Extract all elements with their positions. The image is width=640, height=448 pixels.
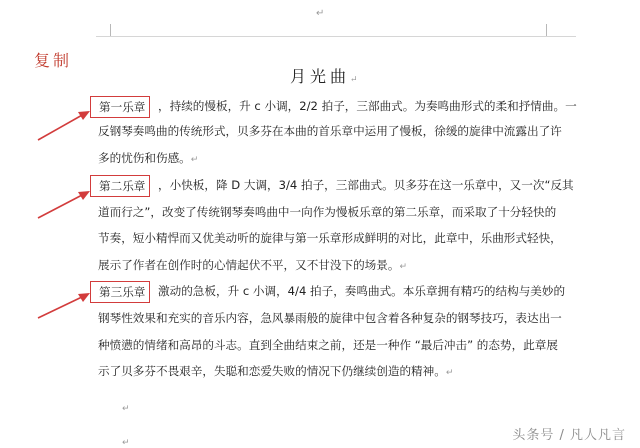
chapter-label: 第一乐章 <box>99 100 146 114</box>
chapter-highlight-box <box>90 175 150 197</box>
paragraph-line[interactable] <box>98 363 453 381</box>
copy-annotation-label: 复制 <box>34 51 73 70</box>
paragraph-line[interactable]: ，小快板，降 D 大调，3/4 拍子，三部曲式。贝多芬在这一乐章中，又一次“反其 <box>158 178 574 192</box>
paragraph-mark: ↵ <box>399 262 407 272</box>
annotation-arrow <box>34 184 94 224</box>
paragraph-mark: ↵ <box>190 155 199 165</box>
line-text: 展示了作者在创作时的心情起伏不平，又不甘没下的场景。 <box>98 258 400 272</box>
paragraph-mark: ↵ <box>445 368 454 378</box>
annotation-arrow <box>34 286 94 326</box>
paragraph-mark: ↵ <box>122 438 130 448</box>
paragraph-mark: ↵ <box>350 75 362 85</box>
chapter-label: 第二乐章 <box>99 179 146 193</box>
title-text: 月光曲 <box>290 67 351 86</box>
paragraph-line[interactable] <box>98 257 407 275</box>
chapter-highlight-box <box>90 281 150 303</box>
line-text: 多的忧伤和伤感。 <box>98 151 191 165</box>
paragraph-line[interactable]: 种愤懑的情绪和高昂的斗志。直到全曲结束之前，还是一种作 “最后冲击” 的态势，此章展 <box>98 338 558 352</box>
paragraph-line[interactable]: 反钢琴奏鸣曲的传统形式，贝多芬在本曲的首乐章中运用了慢板，徐缓的旋律中流露出了许 <box>98 124 562 138</box>
chapter-label: 第三乐章 <box>99 285 146 299</box>
paragraph-line[interactable] <box>98 150 198 168</box>
line-text: 示了贝多芬不畏艰辛，失聪和恋爱失败的情况下仍继续创造的精神。 <box>98 364 446 378</box>
document-title[interactable] <box>290 64 362 87</box>
paragraph-mark: ↵ <box>316 8 325 19</box>
source-watermark: 头条号 / 凡人凡言 <box>512 428 626 443</box>
paragraph-mark: ↵ <box>122 404 130 414</box>
paragraph-line[interactable]: 道而行之”，改变了传统钢琴奏鸣曲中一向作为慢板乐章的第二乐章，而采取了十分轻快的 <box>98 205 557 219</box>
annotation-arrow <box>34 104 94 144</box>
paragraph-line[interactable]: 节奏，短小精悍而又优美动听的旋律与第一乐章形成鲜明的对比，此章中，乐曲形式轻快， <box>98 231 562 245</box>
paragraph-line[interactable]: 激动的急板，升 c 小调，4/4 拍子，奏鸣曲式。本乐章拥有精巧的结构与美妙的 <box>158 284 566 298</box>
paragraph-line[interactable]: ，持续的慢板，升 c 小调，2/2 拍子，三部曲式。为奏鸣曲形式的柔和抒情曲。一 <box>158 99 577 113</box>
page-header-line <box>96 36 576 37</box>
paragraph-line[interactable]: 钢琴性效果和充实的音乐内容，急风暴雨般的旋律中包含着各种复杂的钢琴技巧，表达出一 <box>98 311 562 325</box>
chapter-highlight-box <box>90 96 150 118</box>
